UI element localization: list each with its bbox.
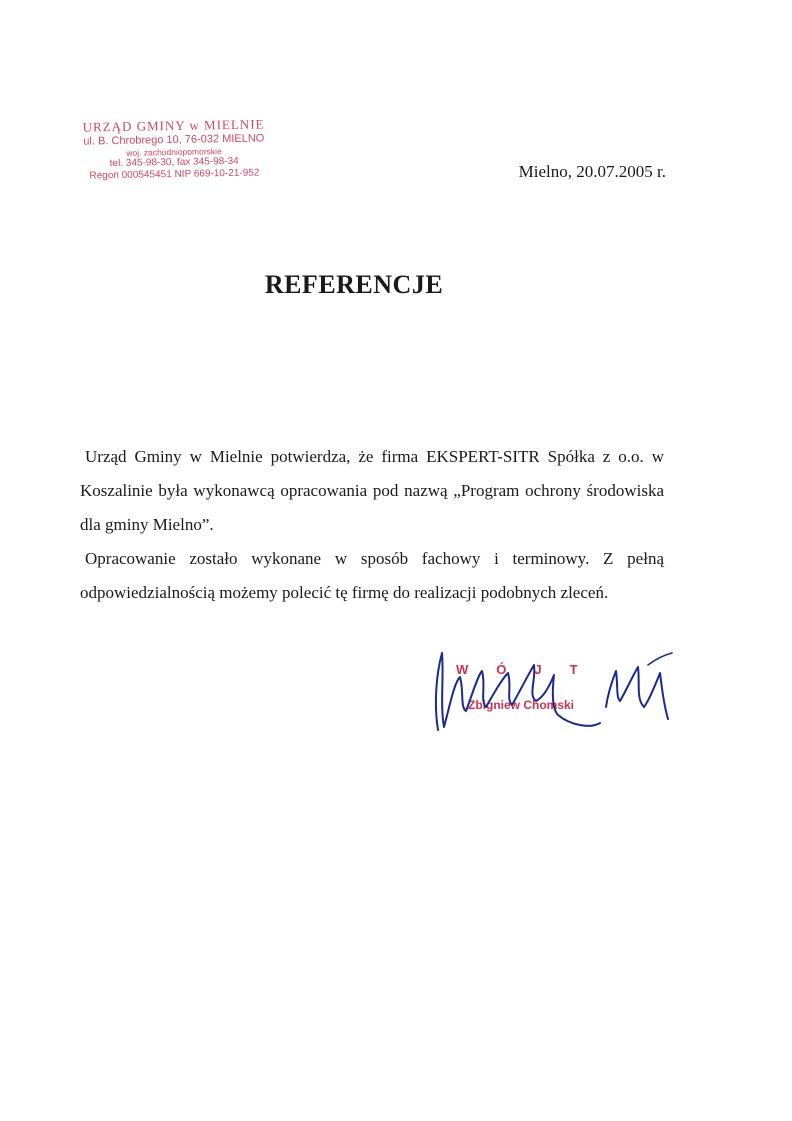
document-body	[80, 440, 664, 610]
signature-stamp-name: Zbigniew Chomski	[468, 698, 575, 712]
stamp-line-phone: tel. 345-98-30, fax 345-98-34	[109, 155, 239, 170]
document-title: REFERENCJE	[264, 270, 444, 299]
stamp-line-address: ul. B. Chrobrego 10, 76-032 MIELNO	[83, 132, 265, 148]
stamp-line-office: URZĄD GMINY w MIELNIE	[82, 116, 265, 135]
stamp-line-region: woj. zachodniopomorskie	[126, 146, 222, 158]
office-stamp	[73, 116, 274, 182]
paragraph-confirmation: Urząd Gminy w Mielnie potwierdza, że firma EKSPERT-SITR Spółka z o.o. w Koszalinie była wykonawcą opracowania pod nazwą „Program ochrony środowiska dla gminy Mielno”.	[80, 447, 664, 534]
document-date: Mielno, 20.07.2005 r.	[518, 162, 666, 181]
handwritten-signature	[420, 635, 680, 745]
paragraph-recommendation: Opracowanie zostało wykonane w sposób fachowy i terminowy. Z pełną odpowiedzialnością możemy polecić tę firmę do realizacji podobnych zleceń.	[80, 549, 664, 602]
signature-stamp-role: WÓJT	[456, 662, 606, 677]
stamp-line-regon: Regon 000545451 NIP 669-10-21-952	[89, 167, 260, 182]
